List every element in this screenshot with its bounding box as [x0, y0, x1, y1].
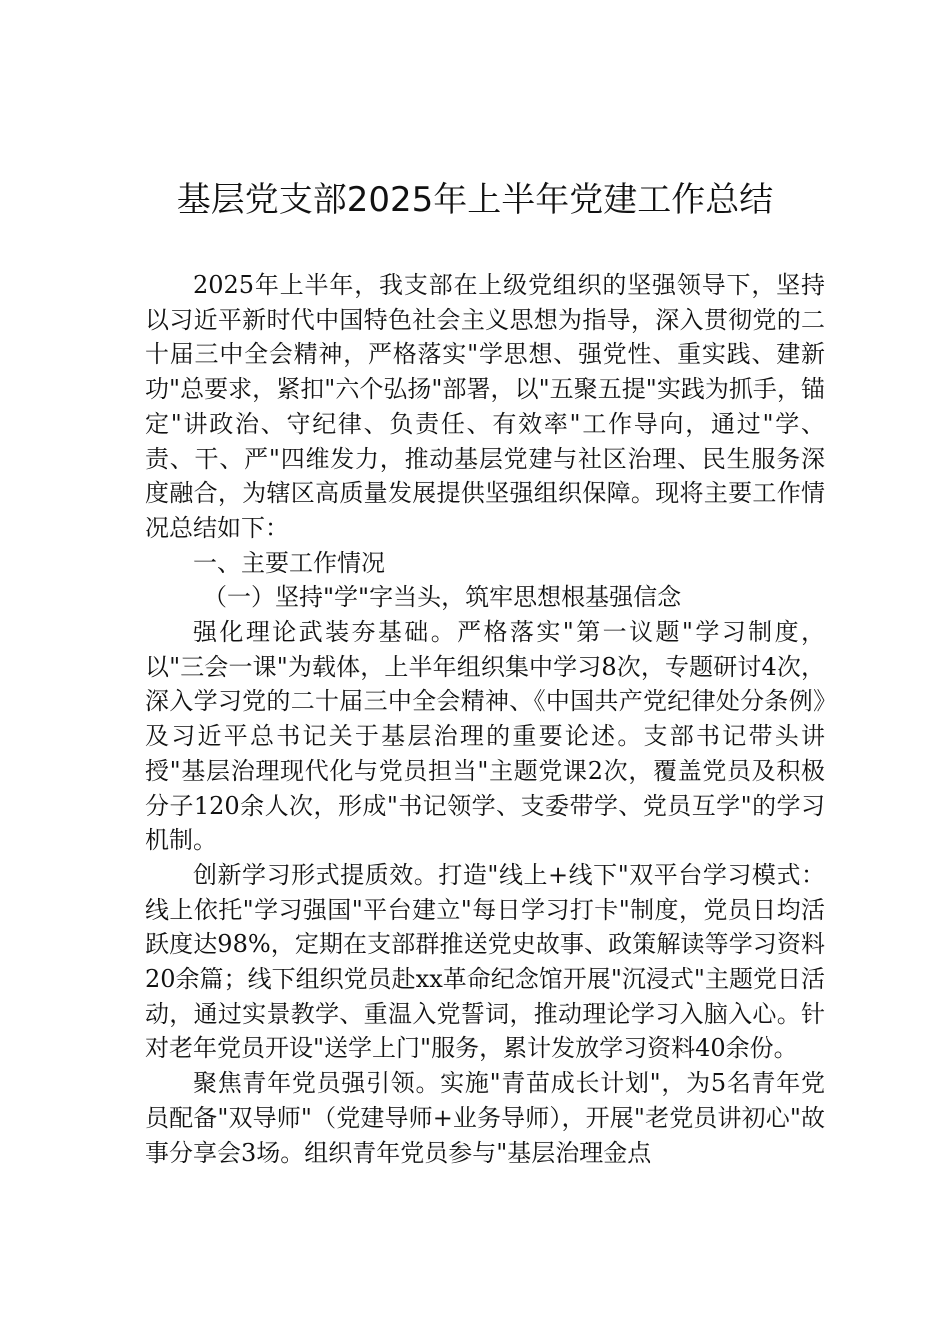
- subsection-heading: （一）坚持"学"字当头，筑牢思想根基强信念: [203, 583, 682, 612]
- body-paragraph-3: 聚焦青年党员强引领。实施"青苗成长计划"，为5名青年党员配备"双导师"（党建导师+业务导师），开展"老党员讲初心"故事分享会3场。组织青年党员参与"基层治理金点: [145, 1069, 825, 1167]
- document-body: [145, 268, 825, 1170]
- body-paragraph-2: 创新学习形式提质效。打造"线上+线下"双平台学习模式：线上依托"学习强国"平台建立"每日学习打卡"制度，党员日均活跃度达98%，定期在支部群推送党史故事、政策解读等学习资料20余篇；线下组织党员赴xx革命纪念馆开展"沉浸式"主题党日活动，通过实景教学、重温入党誓词，推动理论学习入脑入心。针对老年党员开设"送学上门"服务，累计发放学习资料40余份。: [145, 860, 825, 1063]
- document-title: 基层党支部2025年上半年党建工作总结: [176, 180, 774, 220]
- section-heading: 一、主要工作情况: [193, 548, 385, 577]
- intro-paragraph: 2025年上半年，我支部在上级党组织的坚强领导下，坚持以习近平新时代中国特色社会主义思想为指导，深入贯彻党的二十届三中全会精神，严格落实"学思想、强党性、重实践、建新功"总要求，紧扣"六个弘扬"部署，以"五聚五提"实践为抓手，锚定"讲政治、守纪律、负责任、有效率"工作导向，通过"学、责、干、严"四维发力，推动基层党建与社区治理、民生服务深度融合，为辖区高质量发展提供坚强组织保障。现将主要工作情况总结如下：: [145, 271, 825, 542]
- body-paragraph-1: 强化理论武装夯基础。严格落实"第一议题"学习制度，以"三会一课"为载体，上半年组织集中学习8次，专题研讨4次，深入学习党的二十届三中全会精神、《中国共产党纪律处分条例》及习近平总书记关于基层治理的重要论述。支部书记带头讲授"基层治理现代化与党员担当"主题党课2次，覆盖党员及积极分子120余人次，形成"书记领学、支委带学、党员互学"的学习机制。: [145, 618, 825, 855]
